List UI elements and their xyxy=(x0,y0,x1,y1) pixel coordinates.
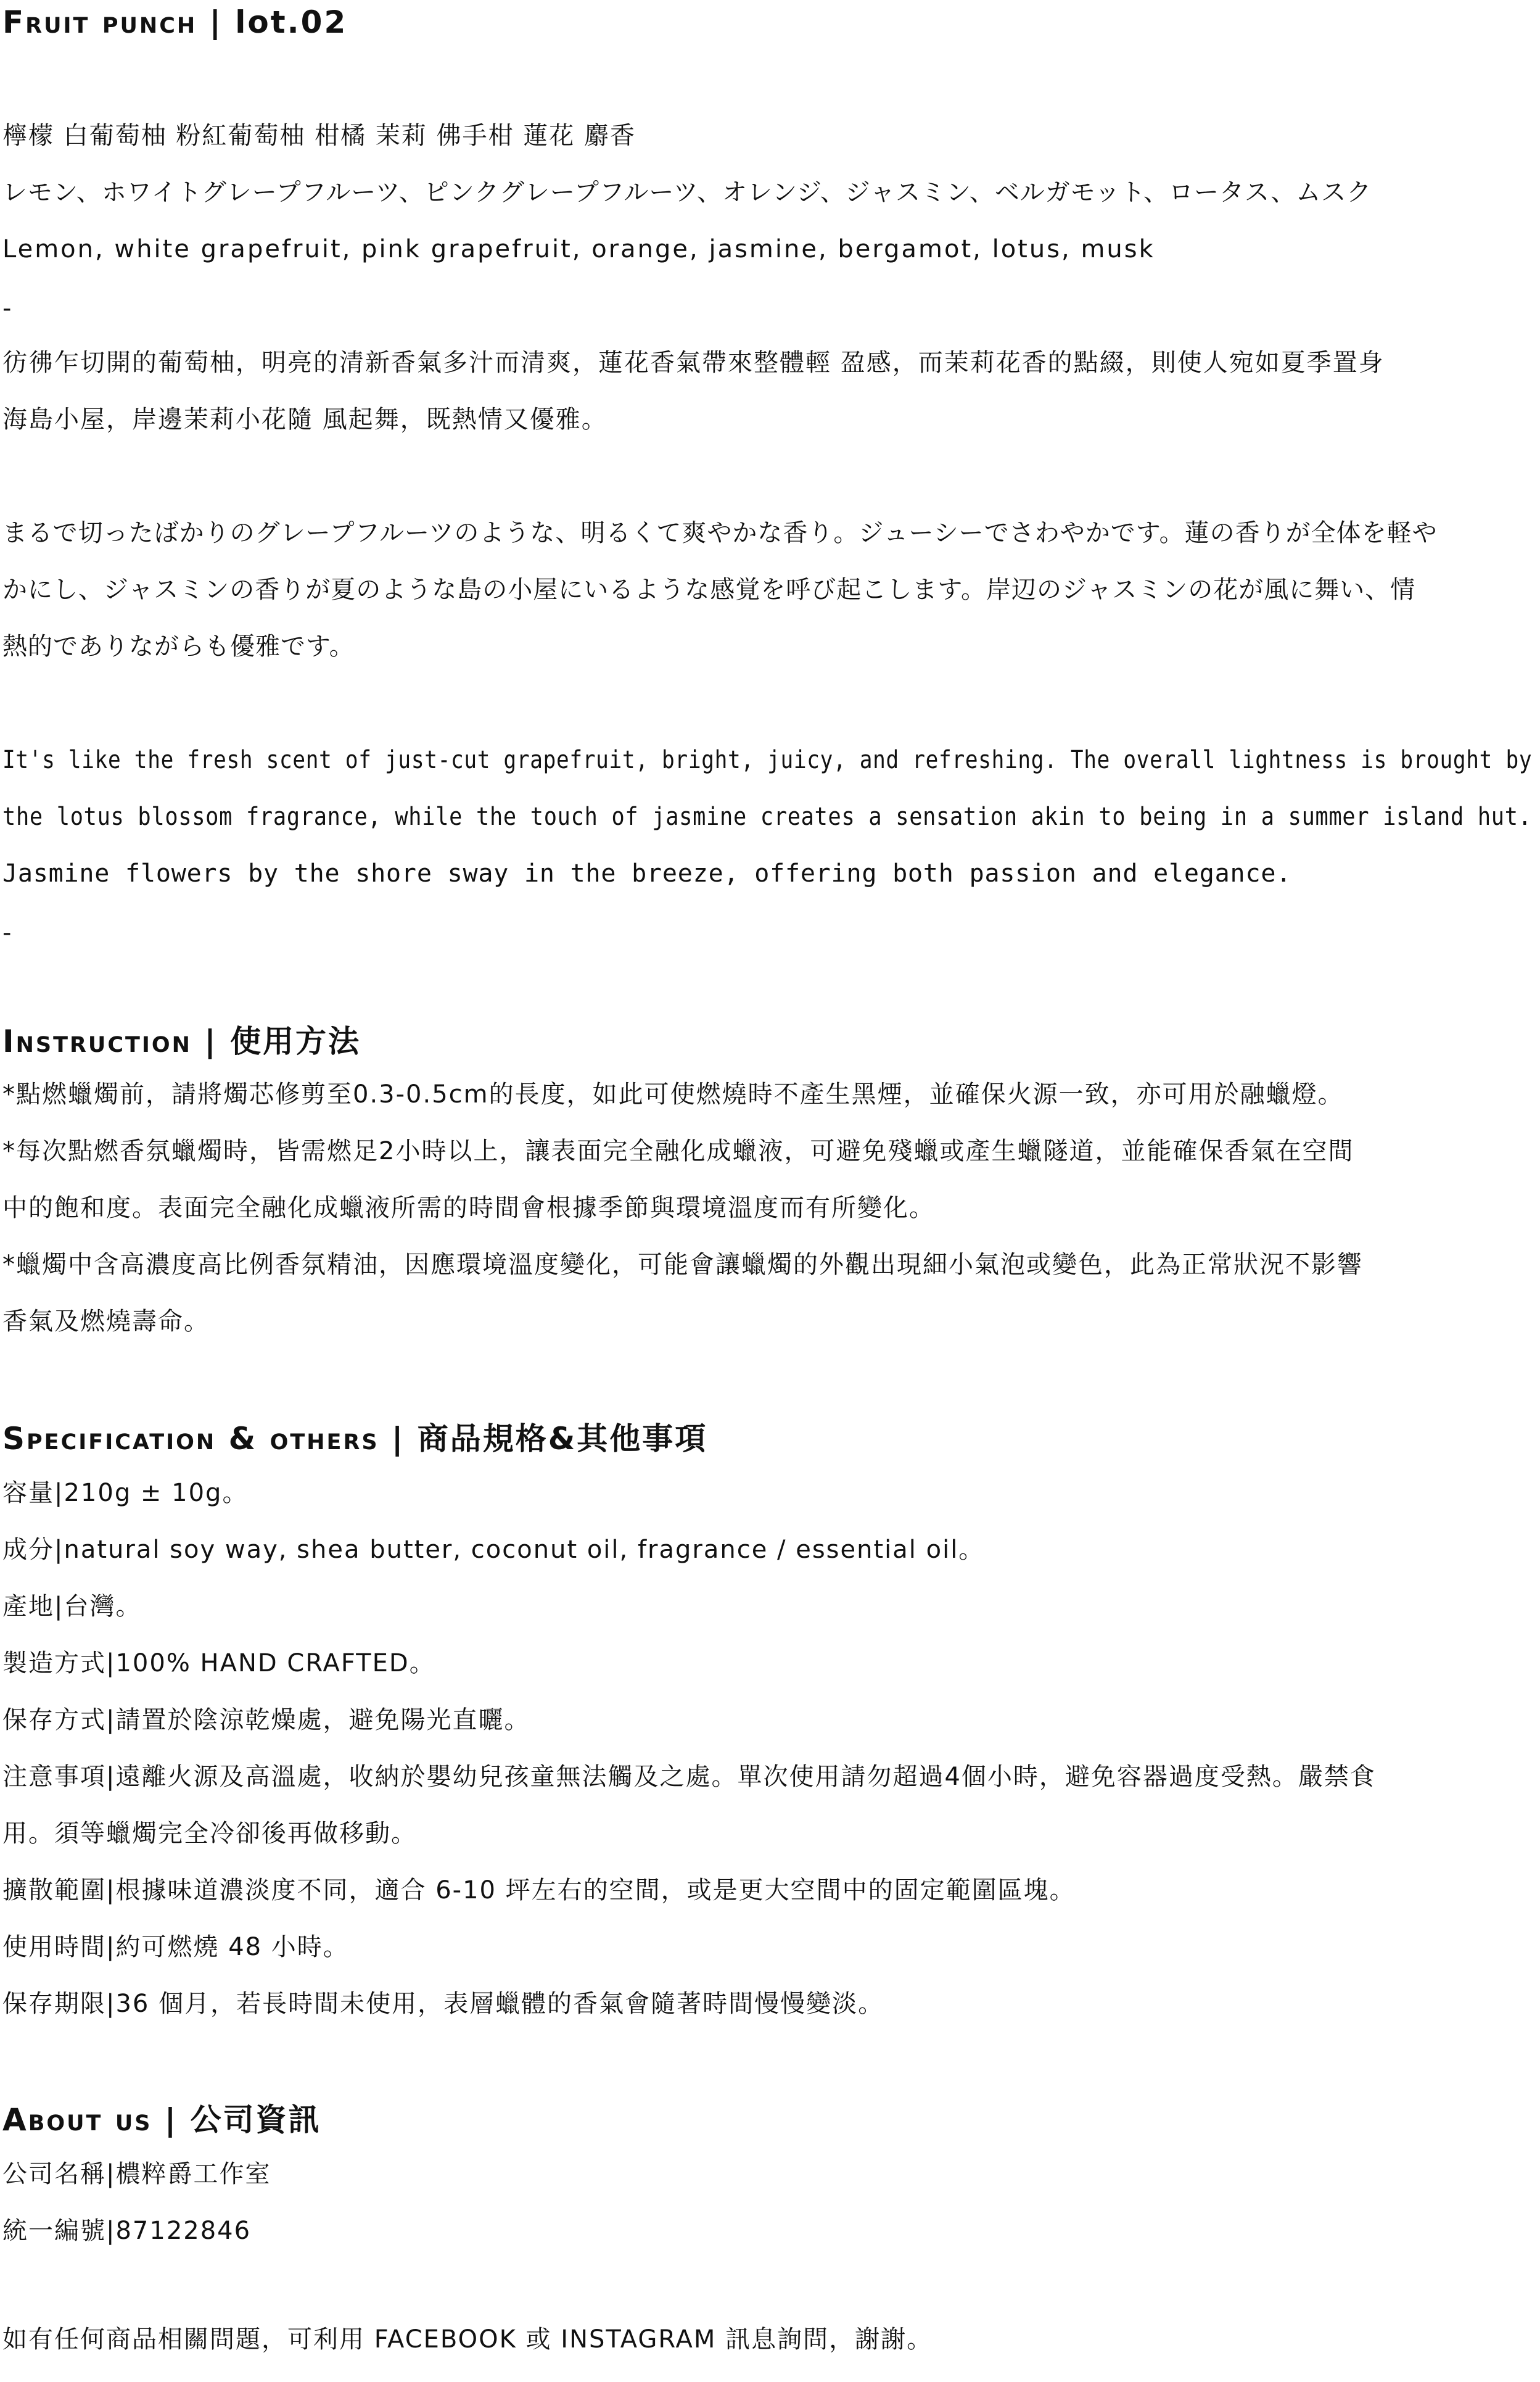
heading-separator: | xyxy=(379,1421,418,1457)
instruction-heading xyxy=(2,1022,361,1061)
instruction-line: 香氣及燃燒壽命。 xyxy=(2,1307,210,1336)
instruction-heading-en: Instruction xyxy=(2,1024,192,1059)
spec-manufacturing: 製造方式|100% HAND CRAFTED。 xyxy=(2,1649,435,1677)
company-name: 公司名稱|檂粹爵工作室 xyxy=(2,2160,271,2188)
heading-separator: | xyxy=(152,2102,191,2138)
product-name: Fruit punch xyxy=(2,4,197,40)
about-heading-zh: 公司資訊 xyxy=(190,2102,321,2138)
spec-storage: 保存方式|請置於陰涼乾燥處，避免陽光直曬。 xyxy=(2,1706,530,1734)
specification-heading-en: Specification & others xyxy=(2,1421,379,1457)
description-en-line: It's like the fresh scent of just-cut grapefruit, bright, juicy, and refreshing. The overall lightness is brought by xyxy=(2,746,1533,774)
description-en-line: the lotus blossom fragrance, while the touch of jasmine creates a sensation akin to being in a summer island hut. xyxy=(2,803,1532,831)
spec-shelf-life: 保存期限|36 個月，若長時間未使用，表層蠟體的香氣會隨著時間慢慢變淡。 xyxy=(2,1990,884,2018)
heading-separator: | xyxy=(191,1024,231,1059)
spec-ingredients: 成分|natural soy way, shea butter, coconut oil, fragrance / essential oil。 xyxy=(2,1536,985,1564)
notes-en: Lemon, white grapefruit, pink grapefruit, orange, jasmine, bergamot, lotus, musk xyxy=(2,235,1155,263)
product-title xyxy=(2,2,347,42)
divider: - xyxy=(2,919,12,947)
instruction-line: *點燃蠟燭前，請將燭芯修剪至0.3-0.5cm的長度，如此可使燃燒時不產生黑煙，並確保火源一致，亦可用於融蠟燈。 xyxy=(2,1080,1344,1109)
spec-caution: 注意事項|遠離火源及高溫處，收納於嬰幼兒孩童無法觸及之處。單次使用請勿超過4個小時，避免容器過度受熱。嚴禁食 xyxy=(2,1763,1376,1791)
notes-ja: レモン、ホワイトグレープフルーツ、ピンクグレープフルーツ、オレンジ、ジャスミン、ベルガモット、ロータス、ムスク xyxy=(2,178,1372,207)
instruction-heading-zh: 使用方法 xyxy=(230,1024,361,1059)
spec-caution-cont: 用。須等蠟燭完全冷卻後再做移動。 xyxy=(2,1819,417,1848)
description-ja-line: 熱的でありながらも優雅です。 xyxy=(2,632,355,661)
specification-heading xyxy=(2,1419,707,1458)
spec-origin: 產地|台灣。 xyxy=(2,1592,142,1621)
description-zh-line: 海島小屋，岸邊茉莉小花隨 風起舞，既熱情又優雅。 xyxy=(2,405,607,434)
tax-id: 統一編號|87122846 xyxy=(2,2217,252,2245)
about-heading-en: About us xyxy=(2,2102,152,2138)
about-heading xyxy=(2,2100,321,2140)
spec-capacity: 容量|210g ± 10g。 xyxy=(2,1479,249,1507)
description-zh-line: 彷彿乍切開的葡萄柚，明亮的清新香氣多汁而清爽，蓮花香氣帶來整體輕 盈感，而茉莉花香的點綴，則使人宛如夏季置身 xyxy=(2,349,1385,377)
lot-number: lot.02 xyxy=(235,4,348,40)
spec-burn-time: 使用時間|約可燃燒 48 小時。 xyxy=(2,1933,349,1961)
specification-heading-zh: 商品規格&其他事項 xyxy=(417,1421,708,1457)
description-ja-line: まるで切ったばかりのグレープフルーツのような、明るくて爽やかな香り。ジューシーでさわやかです。蓮の香りが全体を軽や xyxy=(2,519,1438,547)
description-en-line: Jasmine flowers by the shore sway in the breeze, offering both passion and elegance. xyxy=(2,859,1292,888)
instruction-line: *蠟燭中含高濃度高比例香氛精油，因應環境溫度變化，可能會讓蠟燭的外觀出現細小氣泡或變色，此為正常狀況不影響 xyxy=(2,1251,1363,1279)
spec-diffusion-range: 擴散範圍|根據味道濃淡度不同，適合 6-10 坪左右的空間，或是更大空間中的固定範圍區塊。 xyxy=(2,1876,1076,1904)
instruction-line: 中的飽和度。表面完全融化成蠟液所需的時間會根據季節與環境溫度而有所變化。 xyxy=(2,1194,935,1222)
instruction-line: *每次點燃香氛蠟燭時，皆需燃足2小時以上，讓表面完全融化成蠟液，可避免殘蠟或產生蠟隧道，並能確保香氣在空間 xyxy=(2,1137,1354,1165)
divider: - xyxy=(2,294,12,323)
contact-note: 如有任何商品相關問題，可利用 FACEBOOK 或 INSTAGRAM 訊息詢問，謝謝。 xyxy=(2,2325,933,2354)
notes-zh: 檸檬 白葡萄柚 粉紅葡萄柚 柑橘 茉莉 佛手柑 蓮花 麝香 xyxy=(2,122,636,150)
title-separator: | xyxy=(197,4,236,40)
description-ja-line: かにし、ジャスミンの香りが夏のような島の小屋にいるような感覚を呼び起こします。岸辺のジャスミンの花が風に舞い、情 xyxy=(2,576,1416,604)
